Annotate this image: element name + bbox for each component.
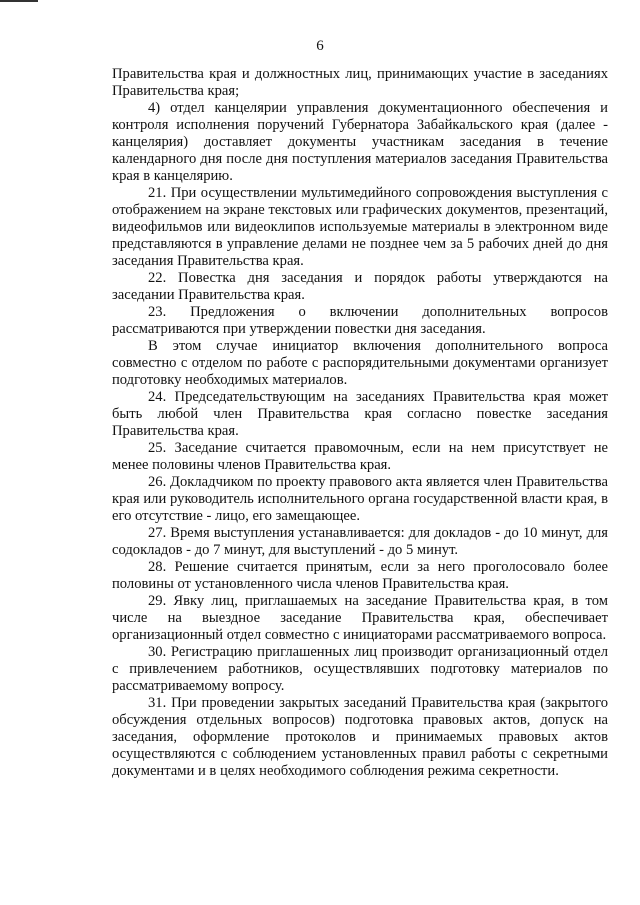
paragraph: 22. Повестка дня заседания и порядок работы утверждаются на заседании Правительства края. xyxy=(112,270,608,303)
paragraph: 21. При осуществлении мультимедийного сопровождения выступления с отображением на экране текстовых или графических документов, презентаций, видеофильмов или видеоклипов используемые материалы в электронном виде представляются в управление делами не позднее чем за 5 рабочих дней до дня заседания Правительства края. xyxy=(112,185,608,269)
paragraph: 29. Явку лиц, приглашаемых на заседание Правительства края, в том числе на выездное заседание Правительства края, обеспечивает организационный отдел совместно с инициаторами рассматриваемого вопроса. xyxy=(112,593,608,643)
paragraph: 30. Регистрацию приглашенных лиц производит организационный отдел с привлечением работников, осуществлявших подготовку материалов по рассматриваемому вопросу. xyxy=(112,644,608,694)
paragraph: 4) отдел канцелярии управления документационного обеспечения и контроля исполнения поручений Губернатора Забайкальского края (далее - канцелярия) доставляет документы участникам заседания в течение календарного дня после дня поступления материалов заседания Правительства края в канцелярию. xyxy=(112,100,608,184)
paragraph: 26. Докладчиком по проекту правового акта является член Правительства края или руководитель исполнительного органа государственной власти края, в его отсутствие - лицо, его замещающее. xyxy=(112,474,608,524)
paragraph: 31. При проведении закрытых заседаний Правительства края (закрытого обсуждения отдельных вопросов) подготовка правовых актов, допуск на заседания, оформление протоколов и принимаемых правовых актов осуществляются с соблюдением установленных правил работы с секретными документами и в целях необходимого соблюдения режима секретности. xyxy=(112,695,608,779)
paragraph: 27. Время выступления устанавливается: для докладов - до 10 минут, для содокладов - до 7 минут, для выступлений - до 5 минут. xyxy=(112,525,608,558)
paragraph: 25. Заседание считается правомочным, если на нем присутствует не менее половины членов Правительства края. xyxy=(112,440,608,473)
paragraph: В этом случае инициатор включения дополнительного вопроса совместно с отделом по работе с распорядительными документами организует подготовку необходимых материалов. xyxy=(112,338,608,388)
page-number: 6 xyxy=(316,38,324,54)
paragraph: 23. Предложения о включении дополнительных вопросов рассматриваются при утверждении повестки дня заседания. xyxy=(112,304,608,337)
scan-edge-mark xyxy=(0,0,38,2)
paragraph: 28. Решение считается принятым, если за него проголосовало более половины от установленного числа членов Правительства края. xyxy=(112,559,608,592)
paragraph: 24. Председательствующим на заседаниях Правительства края может быть любой член Правительства края согласно повестке заседания Правительства края. xyxy=(112,389,608,439)
document-body xyxy=(112,66,608,780)
paragraph: Правительства края и должностных лиц, принимающих участие в заседаниях Правительства края; xyxy=(112,66,608,99)
